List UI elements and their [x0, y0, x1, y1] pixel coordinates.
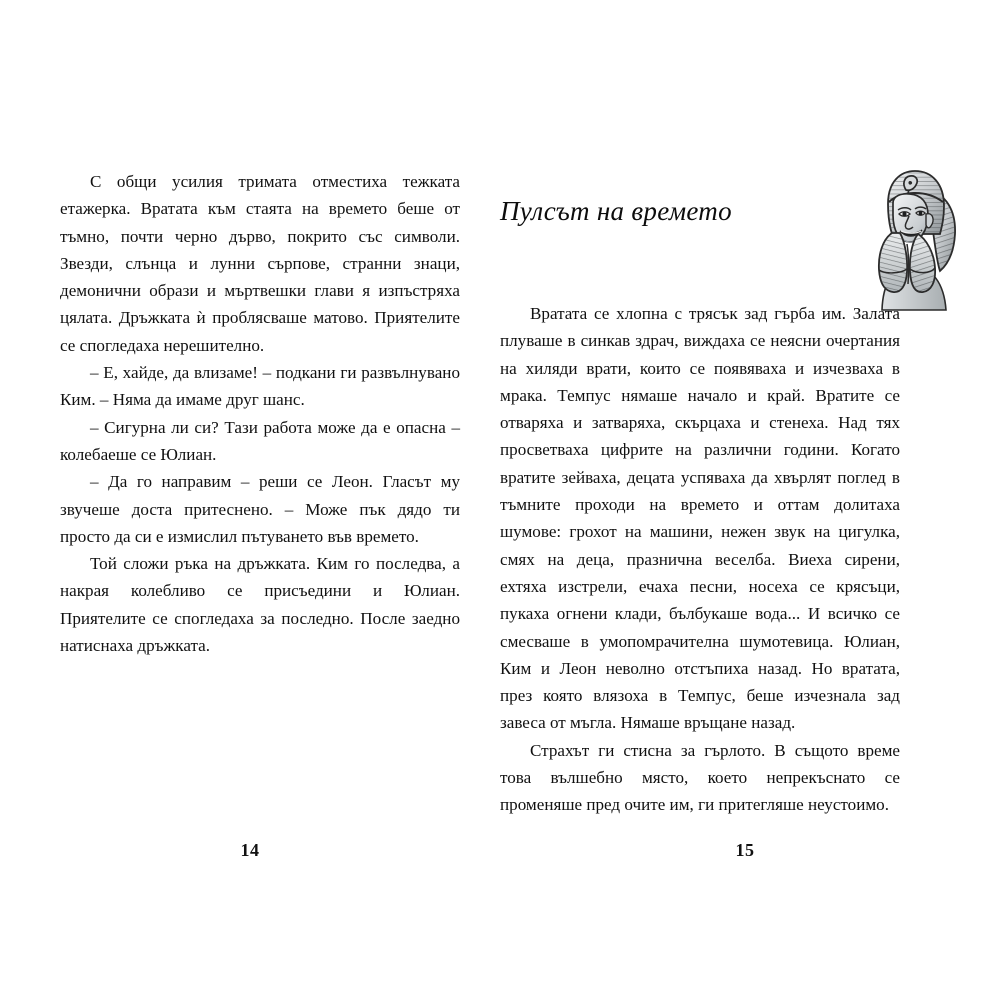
chapter-title: Пулсът на времето [500, 196, 732, 226]
paragraph: Той сложи ръка на дръжката. Ким го последва, а накрая колебливо се присъедини и Юлиан. Приятелите се спогледаха за последно. После заедно натиснаха дръжката. [60, 554, 460, 656]
right-book-page [500, 0, 990, 1000]
right-page-text-column [500, 300, 900, 819]
paragraph: – Е, хайде, да влизаме! – подкани ги развълнувано Ким. – Няма да имаме друг шанс. [60, 363, 460, 410]
pharaoh-bust-icon [852, 160, 972, 312]
paragraph: Вратата се хлопна с трясък зад гърба им. Залата плуваше в синкав здрач, виждаха се неясни очертания на хиляди врати, които се появяваха и изчезваха в мрака. Темпус нямаше начало и край. Вратите се отваряха и затваряха, скърцаха и стенеха. Над тях просветваха цифрите на различни години. Когато вратите зейваха, децата успяваха да хвърлят поглед в тъмните проходи на времето и оттам долитаха шумове: грохот на машини, нежен звук на цигулка, смях на деца, празнична веселба. Виеха сирени, ехтяха изстрели, ечаха песни, носеха се крясъци, пукаха огнени клади, бълбукаше вода... И всичко се смесваше в умопомрачителна шумотевица. Юлиан, Ким и Леон неволно отстъпиха назад. Но вратата, през която влязоха в Темпус, беше изчезнала зад завеса от мъгла. Нямаше връщане назад. [500, 304, 900, 733]
paragraph: – Да го направим – реши се Леон. Гласът му звучеше доста притеснено. – Може пък дядо ти просто да си е измислил пътуването във времето. [60, 472, 460, 546]
page-number-left: 14 [240, 840, 260, 860]
left-book-page [10, 0, 500, 1000]
paragraph: Страхът ги стисна за гърлото. В същото време това вълшебно място, което непрекъснато се променяше пред очите им, ги притегляше неустоимо. [500, 740, 900, 815]
page-number-right: 15 [735, 840, 755, 860]
paragraph: – Сигурна ли си? Тази работа може да е опасна – колебаеше се Юлиан. [60, 417, 460, 464]
left-page-text-column [60, 168, 460, 659]
paragraph: С общи усилия тримата отместиха тежката етажерка. Вратата към стаята на времето беше от тъмно, почти черно дърво, покрито със символи. Звезди, слънца и лунни сърпове, странни знаци, демонични образи и мъртвешки глави я изпъстряха цялата. Дръжката ѝ проблясваше матово. Приятелите се спогледаха нерешително. [60, 172, 460, 355]
